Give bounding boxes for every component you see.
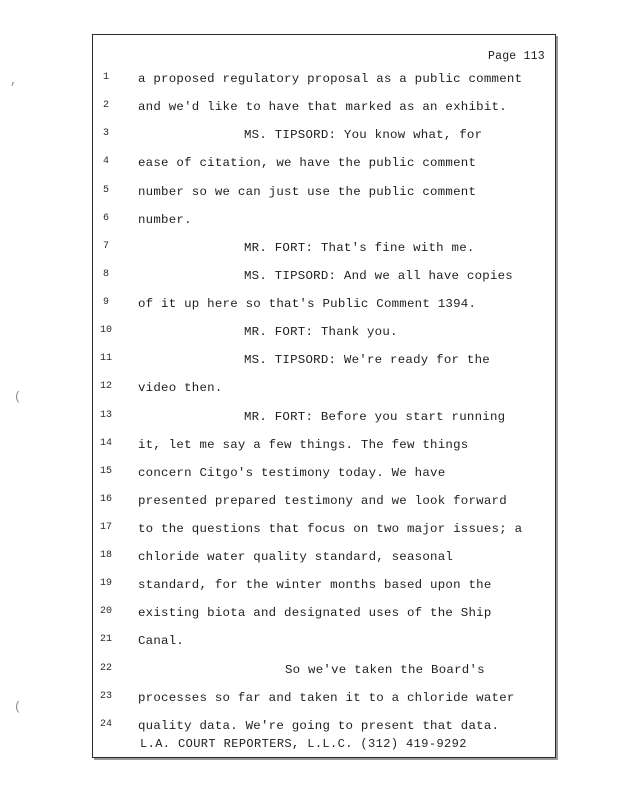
line-number: 13 <box>99 410 112 421</box>
transcript-line <box>0 353 619 373</box>
line-number: 24 <box>99 719 112 730</box>
transcript-line <box>0 578 619 598</box>
margin-speck: ( <box>14 390 22 404</box>
line-text: ease of citation, we have the public comment <box>138 156 477 170</box>
line-number: 2 <box>102 100 109 111</box>
page-number: Page 113 <box>488 50 545 63</box>
line-number: 3 <box>102 128 109 139</box>
line-text: to the questions that focus on two major issues; a <box>138 522 523 536</box>
line-number: 11 <box>99 353 112 364</box>
line-text: a proposed regulatory proposal as a public comment <box>138 72 523 86</box>
line-number: 5 <box>102 185 109 196</box>
transcript-line <box>0 241 619 261</box>
transcript-line <box>0 156 619 176</box>
transcript-line <box>0 381 619 401</box>
line-text: number. <box>138 213 192 227</box>
line-number: 15 <box>99 466 112 477</box>
transcript-line <box>0 128 619 148</box>
line-text: standard, for the winter months based upon the <box>138 578 492 592</box>
line-text: existing biota and designated uses of the Ship <box>138 606 492 620</box>
transcript-line <box>0 297 619 317</box>
line-number: 1 <box>102 72 109 83</box>
line-text: MR. FORT: That's fine with me. <box>244 241 475 255</box>
line-number: 12 <box>99 381 112 392</box>
line-text: number so we can just use the public comment <box>138 185 477 199</box>
line-number: 8 <box>102 269 109 280</box>
line-text: MS. TIPSORD: You know what, for <box>244 128 483 142</box>
transcript-line <box>0 691 619 711</box>
line-number: 4 <box>102 156 109 167</box>
line-text: quality data. We're going to present that data. <box>138 719 500 733</box>
transcript-line <box>0 663 619 683</box>
transcript-line <box>0 522 619 542</box>
transcript-line <box>0 606 619 626</box>
line-number: 23 <box>99 691 112 702</box>
line-number: 14 <box>99 438 112 449</box>
transcript-line <box>0 72 619 92</box>
transcript-line <box>0 185 619 205</box>
line-text: MR. FORT: Before you start running <box>244 410 506 424</box>
transcript-line <box>0 325 619 345</box>
line-text: chloride water quality standard, seasonal <box>138 550 454 564</box>
transcript-line <box>0 269 619 289</box>
line-number: 19 <box>99 578 112 589</box>
line-number: 7 <box>102 241 109 252</box>
transcript-line <box>0 438 619 458</box>
line-text: presented prepared testimony and we look forward <box>138 494 507 508</box>
transcript-line <box>0 550 619 570</box>
transcript-line <box>0 466 619 486</box>
court-reporter-footer: L.A. COURT REPORTERS, L.L.C. (312) 419-9292 <box>140 737 467 751</box>
line-number: 22 <box>99 663 112 674</box>
transcript-line <box>0 494 619 514</box>
margin-speck: ( <box>14 700 22 714</box>
line-text: it, let me say a few things. The few things <box>138 438 469 452</box>
transcript-line <box>0 100 619 120</box>
line-text: concern Citgo's testimony today. We have <box>138 466 446 480</box>
line-text: MR. FORT: Thank you. <box>244 325 398 339</box>
line-text: MS. TIPSORD: We're ready for the <box>244 353 490 367</box>
line-number: 6 <box>102 213 109 224</box>
line-number: 17 <box>99 522 112 533</box>
line-number: 16 <box>99 494 112 505</box>
line-number: 21 <box>99 634 112 645</box>
transcript-line <box>0 719 619 739</box>
line-number: 20 <box>99 606 112 617</box>
line-text: Canal. <box>138 634 185 648</box>
line-text: of it up here so that's Public Comment 1394. <box>138 297 477 311</box>
line-number: 10 <box>99 325 112 336</box>
line-number: 18 <box>99 550 112 561</box>
line-text: processes so far and taken it to a chloride water <box>138 691 515 705</box>
line-text: video then. <box>138 381 223 395</box>
transcript-line <box>0 634 619 654</box>
page-shadow-bottom <box>94 758 558 760</box>
line-text: So we've taken the Board's <box>285 663 485 677</box>
line-number: 9 <box>102 297 109 308</box>
margin-speck: , <box>10 74 18 88</box>
transcript-line <box>0 213 619 233</box>
line-text: MS. TIPSORD: And we all have copies <box>244 269 513 283</box>
transcript-line <box>0 410 619 430</box>
line-text: and we'd like to have that marked as an exhibit. <box>138 100 507 114</box>
